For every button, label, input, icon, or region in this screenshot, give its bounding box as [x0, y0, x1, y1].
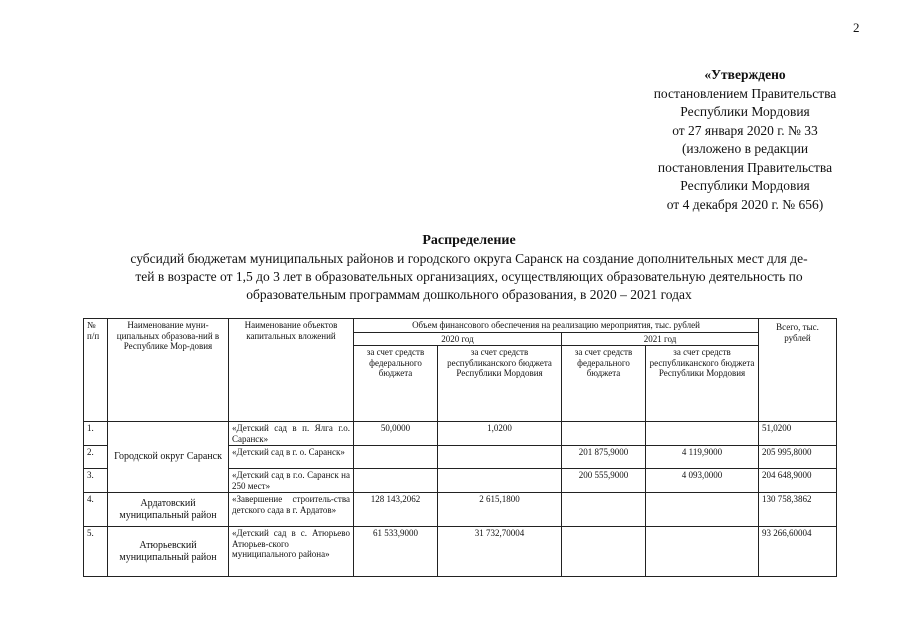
header-year-2021: 2021 год — [562, 332, 759, 346]
row-total: 204 648,9000 — [759, 469, 837, 493]
header-federal-2020: за счет средств федерального бюджета — [354, 346, 438, 422]
document-title — [74, 232, 864, 304]
row-municipality-group: Городской округ Саранск — [108, 422, 229, 493]
title-line: образовательным программам дошкольного образования, в 2020 – 2021 годах — [246, 287, 692, 302]
row-rep-2020 — [438, 469, 562, 493]
approval-line: от 4 декабря 2020 г. № 656) — [666, 196, 824, 212]
header-year-2020: 2020 год — [354, 332, 562, 346]
header-republic-2021: за счет средств республиканского бюджета Республики Мордовия — [646, 346, 759, 422]
approval-line: Республики Мордовия — [680, 104, 810, 119]
row-object: «Детский сад в с. Атюрьево Атюрьев-ского муниципального района» — [229, 527, 354, 577]
row-total: 130 758,3862 — [759, 493, 837, 527]
page-number: 2 — [853, 20, 860, 35]
row-total: 93 266,60004 — [759, 527, 837, 577]
header-federal-2021: за счет средств федерального бюджета — [562, 346, 646, 422]
title-line: тей в возрасте от 1,5 до 3 лет в образовательных организациях, осуществляющих образовательную деятельность по — [135, 269, 803, 284]
approval-line: Республики Мордовия — [680, 178, 810, 193]
header-municipality: Наименование муни-ципальных образова-ний в Республике Мор-довия — [108, 319, 229, 422]
approval-line: (изложено в редакции — [681, 141, 809, 156]
row-fed-2021: 201 875,9000 — [562, 446, 646, 469]
approval-line: постановлением Правительства — [653, 85, 837, 101]
header-object: Наименование объектов капитальных вложений — [229, 319, 354, 422]
row-fed-2021 — [562, 527, 646, 577]
row-rep-2020: 2 615,1800 — [438, 493, 562, 527]
table-row — [84, 493, 837, 527]
approval-line: «Утверждено — [704, 67, 786, 82]
row-municipality: Атюрьевский муниципальный район — [108, 527, 229, 577]
row-object: «Завершение строитель-ства детского сада в г. Ардатов» — [229, 493, 354, 527]
row-num: 5. — [84, 527, 108, 577]
distribution-table — [83, 318, 837, 577]
row-total: 205 995,8000 — [759, 446, 837, 469]
approval-block — [600, 66, 890, 214]
header-num: № п/п — [84, 319, 108, 422]
row-num: 3. — [84, 469, 108, 493]
row-fed-2021: 200 555,9000 — [562, 469, 646, 493]
title-heading: Распределение — [422, 233, 516, 248]
row-fed-2020: 128 143,2062 — [354, 493, 438, 527]
row-rep-2020: 1,0200 — [438, 422, 562, 446]
row-num: 1. — [84, 422, 108, 446]
table-row — [84, 527, 837, 577]
row-rep-2021 — [646, 493, 759, 527]
row-fed-2020: 50,0000 — [354, 422, 438, 446]
row-rep-2021 — [646, 527, 759, 577]
row-fed-2021 — [562, 493, 646, 527]
row-fed-2021 — [562, 422, 646, 446]
row-rep-2020: 31 732,70004 — [438, 527, 562, 577]
approval-line: постановления Правительства — [657, 159, 833, 175]
row-fed-2020: 61 533,9000 — [354, 527, 438, 577]
row-object: «Детский сад в г. о. Саранск» — [229, 446, 354, 469]
row-rep-2020 — [438, 446, 562, 469]
header-republic-2020: за счет средств республиканского бюджета Республики Мордовия — [438, 346, 562, 422]
header-row — [84, 319, 837, 333]
row-municipality: Ардатовский муниципальный район — [108, 493, 229, 527]
approval-line: от 27 января 2020 г. № 33 — [672, 122, 818, 138]
row-fed-2020 — [354, 446, 438, 469]
table-row — [84, 422, 837, 446]
row-rep-2021 — [646, 422, 759, 446]
row-rep-2021: 4 093,0000 — [646, 469, 759, 493]
row-num: 4. — [84, 493, 108, 527]
row-fed-2020 — [354, 469, 438, 493]
row-total: 51,0200 — [759, 422, 837, 446]
title-line: субсидий бюджетам муниципальных районов и городского округа Саранск на создание дополнительных мест для де- — [130, 251, 808, 266]
row-num: 2. — [84, 446, 108, 469]
row-rep-2021: 4 119,9000 — [646, 446, 759, 469]
row-object: «Детский сад в п. Ялга г.о. Саранск» — [229, 422, 354, 446]
row-object: «Детский сад в г.о. Саранск на 250 мест» — [229, 469, 354, 493]
header-funding: Объем финансового обеспечения на реализацию мероприятия, тыс. рублей — [354, 319, 759, 333]
header-total: Всего, тыс. рублей — [759, 319, 837, 422]
